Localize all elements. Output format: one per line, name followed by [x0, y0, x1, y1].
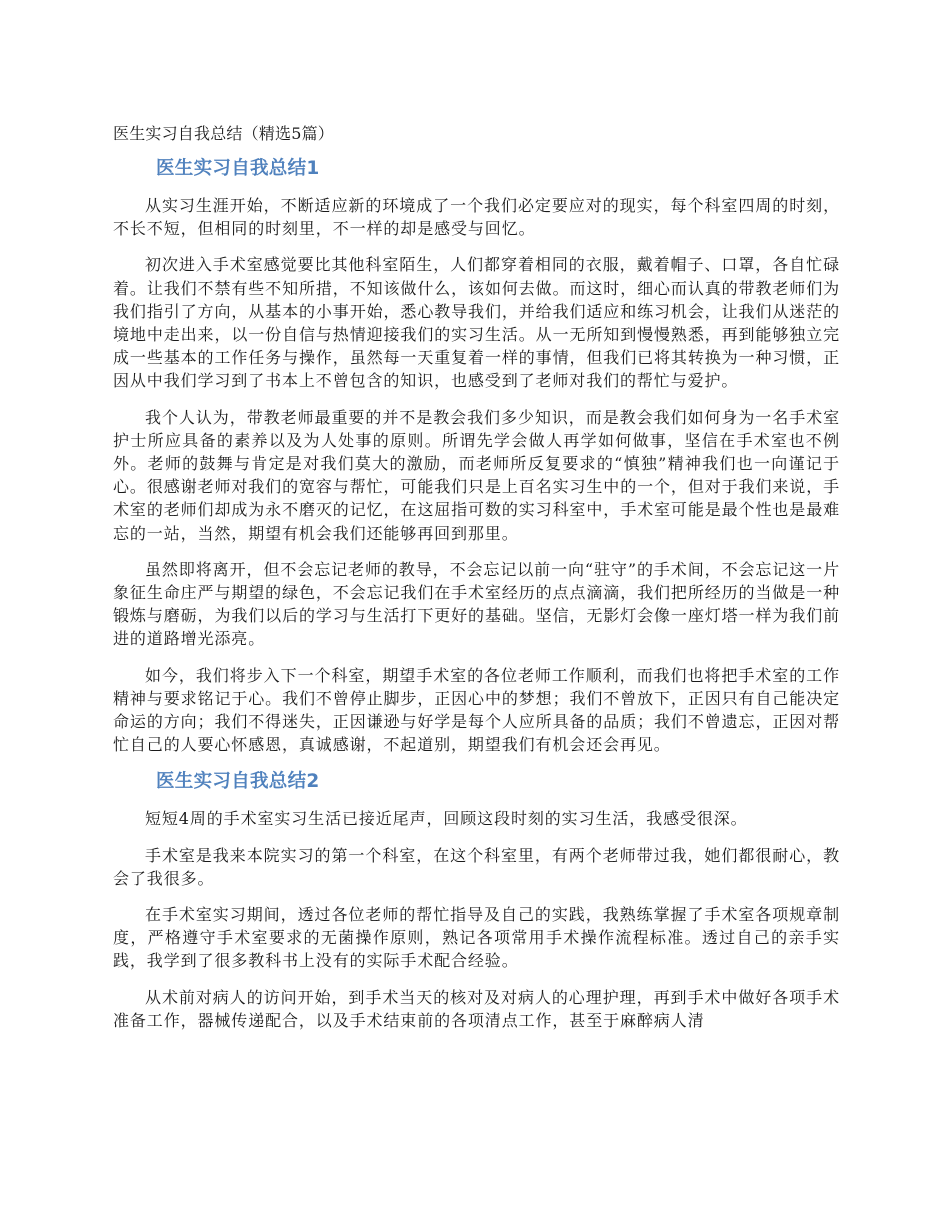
paragraph: 初次进入手术室感觉要比其他科室陌生，人们都穿着相同的衣服，戴着帽子、口罩，各自忙碌着。让我们不禁有些不知所措，不知该做什么，该如何去做。而这时，细心而认真的带教老师们为我们指引了方向，从基本的小事开始，悉心教导我们，并给我们适应和练习机会，让我们从迷茫的境地中走出来，以一份自信与热情迎接我们的实习生活。从一无所知到慢慢熟悉，再到能够独立完成一些基本的工作任务与操作，虽然每一天重复着一样的事情，但我们已将其转换为一种习惯，正因从中我们学习到了书本上不曾包含的知识，也感受到了老师对我们的帮忙与爱护。 [113, 255, 840, 391]
paragraph: 在手术室实习期间，透过各位老师的帮忙指导及自己的实践，我熟练掌握了手术室各项规章制度，严格遵守手术室要求的无菌操作原则，熟记各项常用手术操作流程标准。透过自己的亲手实践，我学到了很多教科书上没有的实际手术配合经验。 [113, 905, 840, 971]
paragraph: 手术室是我来本院实习的第一个科室，在这个科室里，有两个老师带过我，她们都很耐心，教会了我很多。 [113, 845, 840, 888]
section-heading: 医生实习自我总结1 [156, 158, 320, 179]
section-2 [113, 769, 840, 1032]
paragraph: 从实习生涯开始，不断适应新的环境成了一个我们必定要应对的现实，每个科室四周的时刻，不长不短，但相同的时刻里，不一样的却是感受与回忆。 [113, 196, 840, 239]
section-heading: 医生实习自我总结2 [156, 771, 320, 793]
document-title: 医生实习自我总结（精选5篇） [113, 124, 334, 143]
paragraph: 虽然即将离开，但不会忘记老师的教导，不会忘记以前一向“驻守”的手术间，不会忘记这一片象征生命庄严与期望的绿色，不会忘记我们在手术室经历的点点滴滴，我们把所经历的当做是一种锻炼与磨砺，为我们以后的学习与生活打下更好的基础。坚信，无影灯会像一座灯塔一样为我们前进的道路增光添亮。 [113, 559, 840, 649]
paragraph: 如今，我们将步入下一个科室，期望手术室的各位老师工作顺利，而我们也将把手术室的工作精神与要求铭记于心。我们不曾停止脚步，正因心中的梦想；我们不曾放下，正因只有自己能决定命运的方向；我们不得迷失，正因谦逊与好学是每个人应所具备的品质；我们不曾遗忘，正因对帮忙自己的人要心怀感恩，真诚感谢，不起道别，期望我们有机会还会再见。 [113, 665, 840, 755]
paragraph: 我个人认为，带教老师最重要的并不是教会我们多少知识，而是教会我们如何身为一名手术室护士所应具备的素养以及为人处事的原则。所谓先学会做人再学如何做事，坚信在手术室也不例外。老师的鼓舞与肯定是对我们莫大的激励，而老师所反复要求的“慎独”精神我们也一向谨记于心。很感谢老师对我们的宽容与帮忙，可能我们只是上百名实习生中的一个，但对于我们来说，手术室的老师们却成为永不磨灭的记忆，在这屈指可数的实习科室中，手术室可能是最个性也是最难忘的一站，当然，期望有机会我们还能够再回到那里。 [113, 407, 840, 543]
paragraph: 从术前对病人的访问开始，到手术当天的核对及对病人的心理护理，再到手术中做好各项手术准备工作，器械传递配合，以及手术结束前的各项清点工作，甚至于麻醉病人清 [113, 987, 840, 1030]
paragraph: 短短4周的手术室实习生活已接近尾声，回顾这段时刻的实习生活，我感受很深。 [145, 809, 748, 829]
document-page [113, 122, 840, 1045]
section-1 [113, 156, 840, 756]
